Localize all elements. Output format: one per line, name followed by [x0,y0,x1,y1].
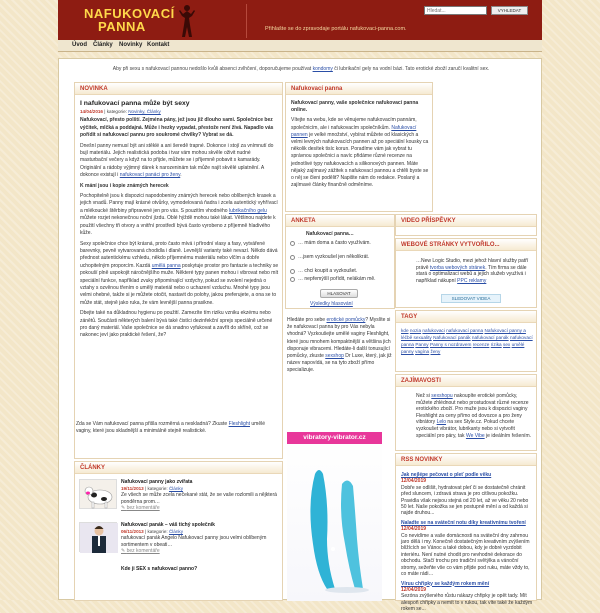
lelo-link[interactable]: Lelo [436,419,447,426]
list-item-date: 06/11/2013 [121,528,144,534]
comments-link[interactable]: ✎ bez komentáře [121,548,160,555]
web-header: WEBOVÉ STRÁNKY VYTVOŘILO... [396,239,536,251]
intro-box [285,82,433,212]
intro-title: Nafukovací panny, vaše společnice nafukovací panna online. [291,100,419,114]
web-design-link[interactable]: tvorba webových stránek [429,264,486,271]
article-date: 14/04/2016 [80,109,103,114]
rss-item-title[interactable]: Jak nejlépe pečovat o pleť podle věku [401,472,492,478]
category-label: kategorie: [106,109,127,114]
woman-silhouette-icon [177,4,197,38]
fun-text-2: nakoupíte erotické pomůcky, můžete zhlédnout nebo prostudovat různé recenze erotického zboží. Pro muže jsou k dispozici vaginy Fleshlight za ceny přímo od dovozce a pro ženy vibrátory [416,393,529,426]
header-divider [246,4,247,38]
tag-link[interactable]: nafukovací panna [401,335,533,347]
tag-link[interactable]: ženy [430,349,441,354]
poll-option-label: … nepřemýšlí pořídit, nelákám mě. [298,276,376,282]
article-meta: 14/04/2016 | kategorie: Novinky, Články [80,109,161,114]
fleshlight-link[interactable]: Fleshlight [228,421,250,427]
rss-item-title[interactable]: Naladte se na sváteční notu díky kreativnímu tvoření [401,519,526,526]
tags-header: TAGY [396,311,536,323]
list-item-title[interactable]: Nafukovací panny jako zvířata [121,479,193,485]
inflatable-animal-icon [80,480,118,510]
article-subheading: K mání jsou i kopie známých herecek [80,182,169,189]
tags-box [395,310,537,372]
intro-link[interactable]: Nafukovací pannen [291,124,417,138]
fun-text [416,393,534,439]
tag-link[interactable]: Panny s nozdravem [429,342,472,347]
p2-text: Dnešní panny nemusí být ani stěklé a ani šeredě trapné. Dokonce i stojí za vnímnutí do bují materiálu. Jejich realistická podoba i tvar vám mohou skvěle oživit nudné masturbační večery a když na to přijde, můžete se i příjemně pobavit s kamarády. Originální a rádoby výjimný dárek k narozeninám tak může najít skvělé uplatnění. A dokonce existují i [80,142,274,179]
poll-option[interactable] [290,268,394,275]
tag-link[interactable]: kde [401,328,409,333]
tag-link[interactable]: Nafukovací panák [433,335,471,340]
list-item [121,479,279,512]
poll-box [285,214,395,309]
newsletter-tagline[interactable]: Přihlašte se do zpravodaje portálu nafukovaci-panna.com. [265,26,407,32]
article-categories[interactable]: Novinky, Články [128,109,161,114]
notice-text-end: či lubrikační gely na vodní bázi. Tato erotické zboží zaručí kvalitní sex. [334,66,490,72]
condom-notice [67,66,535,72]
poll-results-link[interactable]: Výsledky hlasování [310,301,353,307]
fleshlight-tip [76,421,281,435]
radio-button[interactable] [290,277,295,282]
tag-link[interactable]: nafukovací panna [446,328,484,333]
rss-list [401,472,534,613]
web-text-1: …New Logic Studio, mezi jehož hlavní služby patří právě [416,258,529,271]
poll-option[interactable] [290,240,394,247]
p4-text: Sexy společnice chce být krásná, proto často mívá i přírodní vlasy a fasy, vytvářené barevnky, pevně vytvarovaná chodidla i dlaně. Levnější varianty také nevazí. Někdo dává přednost autentickému vzhledu, někdo příjemnému materiálu nebo vlčím a dobře uchopitelným proporcím. Kazdá [80,240,278,269]
radio-button[interactable] [290,241,295,246]
tip-text: Zda se Vám nafukovací panna přišla rozměrná a neskladná? Zkuste [76,421,228,427]
promo-text [287,317,395,375]
fun-text-4: je ideálním řešením. [486,432,532,439]
list-item-category[interactable]: Články [168,485,184,491]
article-thumbnail[interactable] [79,479,117,509]
rss-box [395,453,537,613]
tag-link[interactable]: recenze [472,342,490,347]
list-item [121,566,279,573]
rss-item-date: 12/04/2019 [401,478,427,485]
poll-option-label: … mám doma a často využívám. [298,240,371,246]
list-item-category-label: kategorie: [147,485,168,491]
erotic-aids-link[interactable]: erotické pomůcky [326,317,366,323]
tag-link[interactable]: rizika [490,342,502,347]
web-text [416,258,534,284]
logo-line1: NAFUKOVACÍ [84,6,175,21]
clanky-box [74,461,283,601]
article-paragraph-2: Dnešní panny nemusí být ani stěklé a ani šeredě trapné. Dokonce i stojí za vnímnutí do bují materiálu. Jejich realistická podoba i tvar vám mohou skvěle oživit nudné masturbační večery a když na to přijde, můžete se i příjemně pobavit s kamarády. Originální a rádoby výjimný dárek k narozeninám tak může najít skvělé uplatnění. A dokonce existují i nafukovací panáci pro ženy. [80,142,274,179]
radio-button[interactable] [290,255,295,260]
man-doll-icon [80,523,118,553]
poll-header: ANKETA [286,215,394,227]
list-item-category-label: kategorie: [147,528,168,534]
tag-link[interactable]: umělé panny [401,342,525,354]
comments-link[interactable]: ✎ bez komentáře [121,505,160,512]
tag-link[interactable]: nafukovací panák [471,335,509,340]
list-item-meta: 06/11/2013 | kategorie: Články [121,528,184,534]
watch-videos-button[interactable]: SLEDOVAT VIDEA [441,294,501,303]
ppc-link[interactable]: PPC reklamy [457,277,487,284]
rss-header: RSS NOVINKY [396,454,536,466]
article-lead: Nafukovací, přesto polští. Zejména pány, jež jsou již dlouho sami. Společnice bez výčitek, mlčká a poddajná. Může i hezky vypadat, přestože není živá. Napadlo vás pořídit si nafukovací pannu pro soukromé chvilky? Vybrat se dá. [80,117,274,139]
list-item [121,522,279,555]
list-item-title[interactable]: Kde ji SEX s nafukovací panno? [121,566,198,572]
nav-kontakt[interactable]: Kontakt [147,42,170,48]
fun-text-3: na sex Style.cz. Pokud chcete vyzkoušet vibrátor, lubrikanty nebo si vytvořit speciální pro páry, tak [416,419,515,439]
radio-button[interactable] [290,269,295,274]
fun-box [395,374,537,451]
lube-link[interactable]: lubrikačního gelu [228,207,267,214]
tag-link[interactable]: sex [502,342,511,347]
tip-text-end: umělé vaginy, které jsou skladnější a minimálně stejně realistické. [76,421,266,434]
nav-uvod[interactable]: Úvod [72,42,87,48]
tag-link[interactable]: Panny [415,342,429,347]
poll-option[interactable] [290,254,394,261]
promo-text-3: Dr Luxe, který, jak již název napovídá, se na tyto zboží přímo specializuje. [287,353,392,374]
tag-link[interactable]: nafukovaci [422,328,445,333]
comments-text: bez komentáře [126,505,160,512]
intro-header: Nafukovací panna [286,83,432,95]
tag-cloud [401,327,534,355]
logo-line2: PANNA [98,19,146,34]
rss-item [401,472,534,517]
doll-link[interactable]: umělá panna [151,262,181,269]
list-item-title[interactable]: Nafukovací panák – váš tichý společník [121,522,215,528]
poll-option-label: … chci koupit a vyzkoušet. [298,268,358,274]
p3-text: Pochopitelně jsou k dispozici napodobeniny známých herecek nebo oblíbených krasek a jejich vnadů. Panny mají krásné otvůrky, vymodelovaná ňadra i zcela autentický vyhřívací a mlékoucké štěrbiny připravené jen pro vás. S pouzitím vhodného [80,193,278,214]
web-box [395,238,537,308]
p3-text-end: můžete rozjet nekonečnou noční jízdu. Oblé hýždě mohou také lákat. Většinou najdete k použití všechny tři otvory a vnitřní prostředí bývá často vyrobeno z příjemně hladivého kůže. [80,215,276,237]
article-paragraph-4 [80,241,279,308]
condom-link[interactable]: kondomy [312,66,333,72]
article-paragraph-5: Dbejte také na důkladnou hygienu po použití. Zamezíte tím riziku vzniku ekzému nebo zánětů. Součásti některých balení bývá také čistíci dezinfekční sprejs speciálně určené pro daný materiál. Vaše společnice se dá snadno vyfukovat a zavřít do skříně, což se nakonec jeví jako praktické řešení, že? [80,310,273,339]
p4-text-end: poskytuje prostor pro fantazie a techniky se pokouší plně uspokojit náročnějšího muže. Některé typy panen mohou i vibrovat nebo mít speciální funkce, například zvuky připomínající vzdychy, pokud se svolení nejedná o vztahy s ozvěnou třením o umělý materiál nebo o uchazení vzduchu. Mnohé typy jsou velmi ohebné, takže si je můžete otočit, nastavit do polohy, jakou preferujete, a ona se to může stát, stejně jako ruka, že vám levnější panna prasikne. [80,262,279,306]
tag-link[interactable]: nozia [409,328,422,333]
nav-clanky[interactable]: Články [93,42,113,48]
poll-question: Nafukovací panna… [306,231,354,237]
article-paragraph-3 [80,193,279,237]
novinka-box [74,82,283,459]
list-item-category[interactable]: Články [168,528,184,534]
search-button[interactable]: VYHLEDAT [491,6,528,15]
intro-text-end: je velké množství, vybírat můžete od klasických a velmi levných nafukovacích pannen až po speciální kousky ca několik desítek tisíc korun. Poradíme vám jak vybrat tu správnou společnici a navíc přidáme různé recenze na jednotlivé typy nafukovacích a silikonových pannen. Máte nějaký zajímavý zážitek s nafukovací pannou a chtěli byste se o něj se členi podělit? Napište nám do redakce. Poslaný a zajímavé články finančně odměníme. [291,131,429,189]
rss-item-date: 12/04/2019 [401,586,427,593]
fun-text-1: Než si [416,393,430,399]
poll-option-label: …jsem vyzkoušel jen několikrát. [298,254,370,260]
rss-item [401,581,534,613]
list-item-date: 19/11/2013 [121,485,144,491]
tag-link[interactable]: vagína [415,349,430,354]
vibrator-banner[interactable] [287,432,382,601]
clanky-header: ČLÁNKY [75,462,282,474]
men-dolls-link[interactable]: nafukovací panáci pro ženy [119,172,181,179]
rss-item-title[interactable]: Víruu chřipky se každým rokem mění [401,580,490,587]
rss-item-text: Co nevidíme a vaše domácnosti na sváteční dny zahrnou jaro dělá i my. Konečně dostatečným kreativním zvýšením blížících se Vánoc a také dobou, kdy je dobré vyzdobit interiéru. Není nutné chodit pro nevhodné dekorace do obchodu. Stačí trochu pro tradiční světýlka a vánoční stromy, sežeňte vše co vám přijde pod ruku, máte vždy to, co máte rádi… [401,532,530,578]
content-container [58,58,542,613]
intro-text-start: Vítejte na webu, kde se věnujeme nafukovacím pannám, společnicím, ale i nafukovacím společníkům. [291,117,417,131]
notice-text: Aby při sexu s nafukovací pannou nedošlo kvůli absenci zvlhčení, doporučujeme používat [112,66,312,72]
list-item-meta: 19/11/2013 | kategorie: Články [121,485,184,491]
rss-item-date: 12/04/2019 [401,526,427,533]
rss-item-text: Dobře se odlišit, hydratovat pleť či se dostatečně chránit před sluncem, i zdravá strava je pro citlivou pokožku. Pravidla však nejsou stejná od 20 let, až ve věku 20 nebo 50 let. Naše pokožka se jen postupně mění a od každá si najde druhou... [401,484,529,517]
poll-option[interactable] [290,276,394,283]
list-item-excerpt: Ze všech se může zcela nečekané stát, že se vaše rozlomili a nějkterá ponděrna prom… [121,492,277,505]
fun-header: ZAJÍMAVOSTI [396,375,536,387]
sexshop-fun-link[interactable]: sexshopu [431,393,453,399]
video-box [395,214,537,236]
wevibe-link[interactable]: We Vibe [465,432,485,439]
vote-button[interactable]: HLASOVAT [320,289,358,298]
comments-text: bez komentáře [126,548,160,555]
video-header: VIDEO PŘÍSPĚVKY [396,215,536,227]
tag-link[interactable]: Nafukovací panny a léčbě sexuality [401,328,526,340]
rss-item [401,520,534,578]
site-logo[interactable] [84,7,184,37]
search-input[interactable] [424,6,487,15]
promo-text-2: ? Myslíte si že nafukovací panna by pro Vás nebyla vhodná? Vyzkoušejte umělé vaginy Fleshlight, které jsou mnohem kompaktnější a většina jich disponuje vibracemi. Hledáte-li další tonusující pomůcky, zkuste [287,317,391,360]
list-item-excerpt: nafukovací panák Angelo Nafukovací panny jsou velmi oblíbeným sortimentem v obeati… [121,535,267,548]
banner-title: vibratory-vibrator.cz [287,432,382,444]
article-thumbnail[interactable] [79,522,117,552]
promo-text-1: Hledáte pro sebe [287,317,326,323]
nav-novinky[interactable]: Novinky [119,42,143,48]
novinka-header: NOVINKA [75,83,282,95]
web-text-2: . Tím firma se dále stará o optimalizaci webů a jejich služeb využívá i například nákupní [416,264,527,284]
rss-item-text: Sezóna zvýšeného růstu nákazy chřipky je opět tady. Mít alespoň chřipky a nemít to v rukou, tak víte také že každým rokem se... [401,593,533,613]
sexshop-link[interactable]: sexshop [325,353,344,360]
vibrator-product-icon [287,444,382,601]
main-nav [58,40,542,52]
intro-text [291,117,430,189]
article-title[interactable]: I nafukovací panna může být sexy [80,100,190,107]
